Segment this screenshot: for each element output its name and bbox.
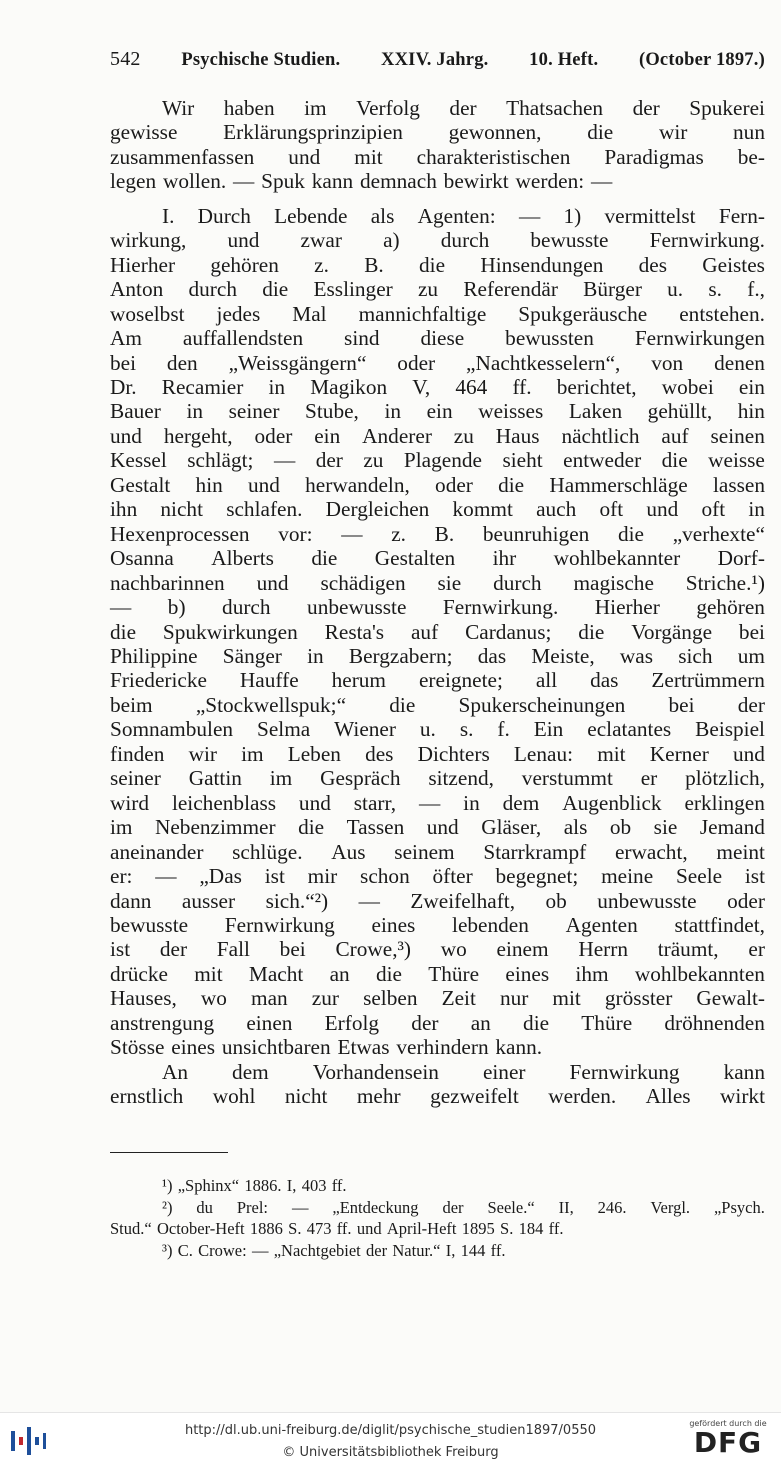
text-line: Bauer in seiner Stube, in ein weisses Laken gehüllt, hin xyxy=(110,399,765,424)
text-line: nachbarinnen und schädigen sie durch magische Striche.¹) xyxy=(110,570,765,595)
text-line: und hergeht, oder ein Anderer zu Haus nächtlich auf seinen xyxy=(110,423,765,448)
text-line: I. Durch Lebende als Agenten: — 1) vermittelst Fern- xyxy=(162,203,765,228)
text-line: aneinander schlüge. Aus seinem Starrkrampf erwacht, meint xyxy=(110,839,765,864)
text-line: Anton durch die Esslinger zu Referendär Bürger u. s. f., xyxy=(110,277,765,302)
text-line: An dem Vorhandensein einer Fernwirkung kann xyxy=(162,1059,765,1084)
copyright-notice: © Universitätsbibliothek Freiburg xyxy=(282,1445,499,1460)
footnotes xyxy=(110,1152,765,1261)
text-line: beim „Stockwellspuk;“ die Spukerscheinungen bei der xyxy=(110,692,765,717)
footnote-rule xyxy=(110,1152,228,1153)
text-line: finden wir im Leben des Dichters Lenau: mit Kerner und xyxy=(110,741,765,766)
body-text xyxy=(110,96,765,1109)
text-line: ist der Fall bei Crowe,³) wo einem Herrn träumt, er xyxy=(110,937,765,962)
viewer-footer xyxy=(0,1412,781,1469)
text-line: ernstlich wohl nicht mehr gezweifelt werden. Alles wirkt xyxy=(110,1084,765,1109)
text-line: er: — „Das ist mir schon öfter begegnet; meine Seele ist xyxy=(110,864,765,889)
text-line: Osanna Alberts die Gestalten ihr wohlbekannter Dorf- xyxy=(110,546,765,571)
footnote-line: Stud.“ October-Heft 1886 S. 473 ff. und April-Heft 1895 S. 184 ff. xyxy=(110,1219,564,1238)
text-line: Kessel schlägt; — der zu Plagende sieht entweder die weisse xyxy=(110,448,765,473)
volume-label: XXIV. Jahrg. xyxy=(381,50,489,70)
text-line: bewusste Fernwirkung eines lebenden Agenten stattfindet, xyxy=(110,912,765,937)
text-line: wird leichenblass und starr, — in dem Augenblick erklingen xyxy=(110,790,765,815)
text-line: wirkung, und zwar a) durch bewusste Fernwirkung. xyxy=(110,228,765,253)
text-line: Friedericke Hauffe herum ereignete; all das Zertrümmern xyxy=(110,668,765,693)
dfg-tagline: gefördert durch die xyxy=(689,1419,767,1428)
footnote-line: ³) C. Crowe: — „Nachtgebiet der Natur.“ I, 144 ff. xyxy=(162,1240,506,1260)
document-url[interactable]: http://dl.ub.uni-freiburg.de/diglit/psychische_studien1897/0550 xyxy=(184,1423,597,1438)
text-line: Stösse eines unsichtbaren Etwas verhindern kann. xyxy=(110,1035,543,1060)
footnote-line: ²) du Prel: — „Entdeckung der Seele.“ II, 246. Vergl. „Psych. xyxy=(162,1197,765,1217)
footnote-line: ¹) „Sphinx“ 1886. I, 403 ff. xyxy=(162,1176,347,1195)
page-number: 542 xyxy=(110,48,141,70)
text-line: Wir haben im Verfolg der Thatsachen der Spukerei xyxy=(162,96,765,120)
text-line: bei den „Weissgängern“ oder „Nachtkesselern“, von denen xyxy=(110,350,765,375)
dfg-logo-icon xyxy=(687,1419,769,1465)
text-line: ihn nicht schlafen. Dergleichen kommt auch oft und oft in xyxy=(110,497,765,522)
text-line: Somnambulen Selma Wiener u. s. f. Ein eclatantes Beispiel xyxy=(110,717,765,742)
dfg-wordmark: DFG xyxy=(693,1426,763,1459)
text-line: seiner Gattin im Gespräch sitzend, verstummt er plötzlich, xyxy=(110,766,765,791)
journal-title: Psychische Studien. xyxy=(181,50,341,70)
text-line: die Spukwirkungen Resta's auf Cardanus; die Vorgänge bei xyxy=(110,619,765,644)
text-line: gewisse Erklärungsprinzipien gewonnen, die wir nun xyxy=(110,120,765,145)
text-line: drücke mit Macht an die Thüre eines ihm wohlbekannten xyxy=(110,961,765,986)
text-line: Am auffallendsten sind diese bewussten Fernwirkungen xyxy=(110,326,765,351)
text-line: Hierher gehören z. B. die Hinsendungen des Geistes xyxy=(110,252,765,277)
text-line: Dr. Recamier in Magikon V, 464 ff. berichtet, wobei ein xyxy=(110,374,765,399)
issue-label: 10. Heft. xyxy=(529,50,599,70)
running-header xyxy=(110,48,765,71)
text-line: Gestalt hin und herwandeln, oder die Hammerschläge lassen xyxy=(110,472,765,497)
issue-date: (October 1897.) xyxy=(638,50,765,70)
text-line: anstrengung einen Erfolg der an die Thüre dröhnenden xyxy=(110,1010,765,1035)
text-line: im Nebenzimmer die Tassen und Gläser, als ob sie Jemand xyxy=(110,815,765,840)
text-line: legen wollen. — Spuk kann demnach bewirkt werden: — xyxy=(110,169,613,194)
text-line: woselbst jedes Mal mannichfaltige Spukgeräusche entstehen. xyxy=(110,301,765,326)
text-line: Philippine Sänger in Bergzabern; das Meiste, was sich um xyxy=(110,643,765,668)
text-line: dann ausser sich.“²) — Zweifelhaft, ob unbewusste oder xyxy=(110,888,765,913)
text-line: Hauses, wo man zur selben Zeit nur mit grösster Gewalt- xyxy=(110,986,765,1011)
text-line: — b) durch unbewusste Fernwirkung. Hierher gehören xyxy=(110,595,765,620)
footnote-list xyxy=(110,1175,765,1261)
text-line: Hexenprocessen vor: — z. B. beunruhigen die „verhexte“ xyxy=(110,521,765,546)
text-line: zusammenfassen und mit charakteristischen Paradigmas be- xyxy=(110,144,765,169)
